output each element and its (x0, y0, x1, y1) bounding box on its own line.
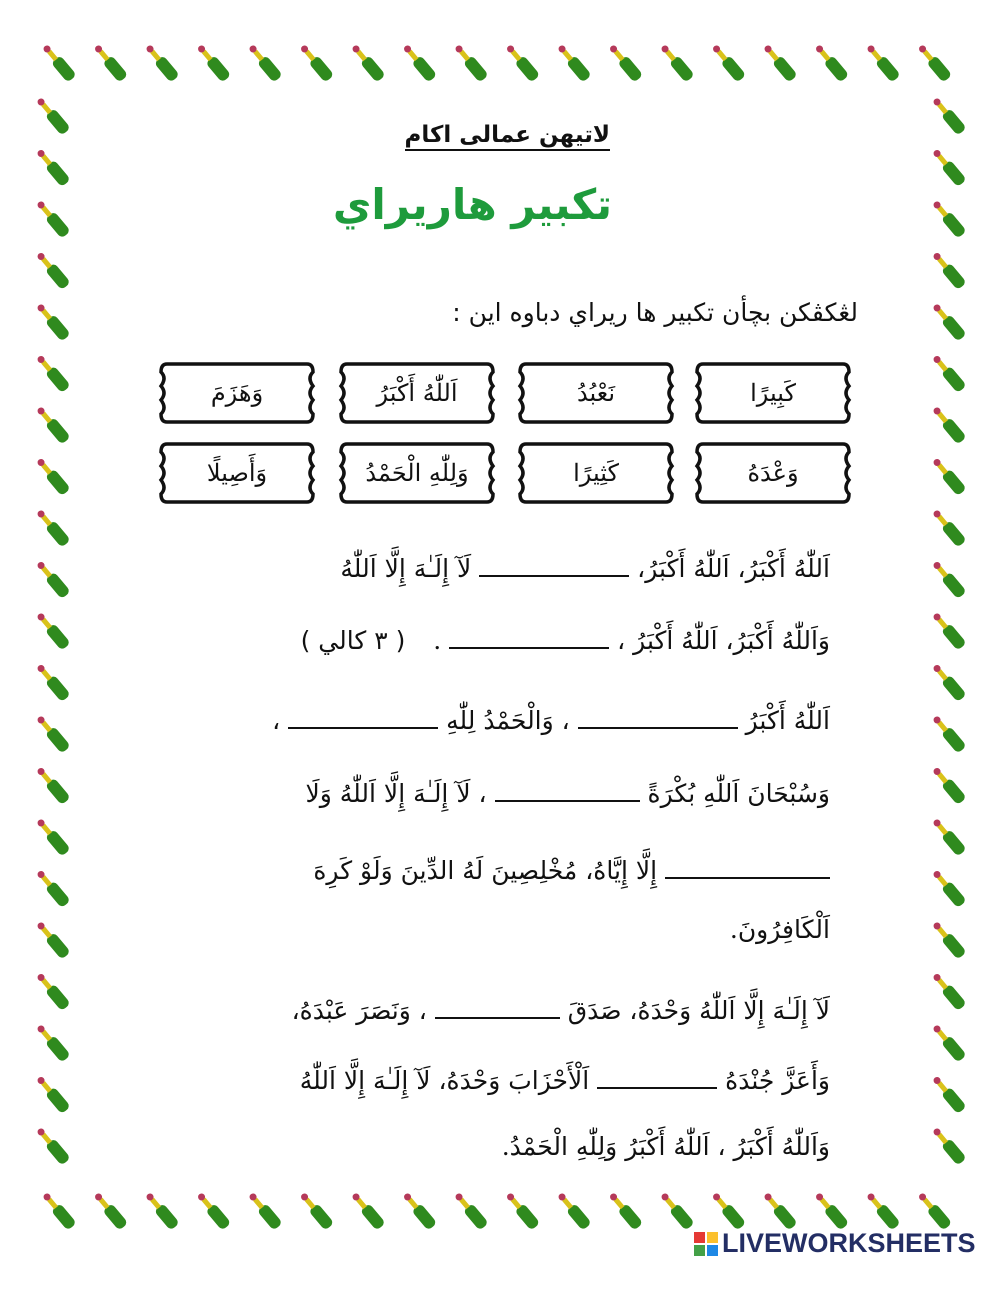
takbir-line (272, 702, 830, 735)
bottle-icon (401, 42, 438, 82)
takbir-line (300, 1062, 830, 1095)
bottle-icon (930, 95, 967, 135)
bottle-icon (930, 404, 967, 444)
bottle-icon (92, 42, 129, 82)
bottle-icon (34, 816, 71, 856)
answer-blank[interactable] (597, 1062, 717, 1089)
word-bank-label: وَهَزَمَ (210, 379, 264, 407)
bottle-icon (34, 404, 71, 444)
line-text: وَسُبْحَانَ اَللّٰهِ بُكْرَةً (647, 779, 830, 808)
bottle-icon (555, 1190, 592, 1230)
bottle-icon (761, 1190, 798, 1230)
bottle-icon (930, 919, 967, 959)
line-text: اَلْكَافِرُونَ. (729, 915, 830, 944)
bottle-icon (504, 42, 541, 82)
bottle-icon (930, 662, 967, 702)
bottle-icon (930, 507, 967, 547)
bottle-icon (195, 1190, 232, 1230)
line-text: ، وَالْحَمْدُ لِلّٰهِ (446, 706, 570, 735)
bottle-icon (34, 713, 71, 753)
bottle-icon (34, 610, 71, 650)
takbir-line (292, 992, 830, 1025)
line-text: اَللّٰهُ أَكْبَرُ، اَللّٰهُ أَكْبَرُ، (637, 554, 830, 583)
word-bank-item[interactable] (157, 438, 317, 508)
word-bank-label: وَأَصِيلًا (206, 459, 268, 487)
word-bank-item[interactable] (337, 358, 497, 428)
instruction-text: لڠکڤکن بچأن تکبير ها ريراي دباوه اين : (452, 298, 858, 327)
word-bank-item[interactable] (516, 358, 676, 428)
bottle-icon (864, 1190, 901, 1230)
takbir-line (730, 915, 830, 944)
takbir-line (305, 775, 830, 808)
word-bank-item[interactable] (516, 438, 676, 508)
bottle-icon (246, 42, 283, 82)
bottle-icon (34, 1125, 71, 1165)
takbir-line (502, 1132, 830, 1161)
bottle-icon (34, 95, 71, 135)
takbir-line (340, 550, 830, 583)
bottle-icon (930, 559, 967, 599)
word-bank-item[interactable] (693, 438, 853, 508)
line-text: لَآ إِلَـٰهَ إِلَّا اَللّٰهُ وَحْدَهُ، صَدَقَ (567, 996, 830, 1025)
answer-blank[interactable] (495, 775, 640, 802)
word-bank-label: كَثِيرًا (573, 459, 619, 487)
bottle-icon (401, 1190, 438, 1230)
takbir-line (301, 622, 830, 655)
worksheet-heading: لاتيهن عمالی اکام (405, 122, 610, 151)
worksheet-title: تکبير هاريراي (332, 180, 612, 229)
word-bank-label: وَلِلّٰهِ الْحَمْدُ (365, 459, 469, 487)
bottle-icon (34, 919, 71, 959)
bottle-icon (92, 1190, 129, 1230)
bottle-icon (930, 1074, 967, 1114)
bottle-icon (34, 507, 71, 547)
bottle-icon (34, 301, 71, 341)
bottle-icon (930, 816, 967, 856)
bottle-icon (930, 868, 967, 908)
line-text: وَاَللّٰهُ أَكْبَرُ، اَللّٰهُ أَكْبَرُ ، (617, 626, 830, 655)
word-bank-item[interactable] (693, 358, 853, 428)
repeat-note: ( ٣ كالي ) (300, 626, 406, 655)
bottle-icon (930, 301, 967, 341)
bottle-icon (761, 42, 798, 82)
word-bank-label: اَللّٰهُ أَكْبَرُ (376, 379, 458, 407)
bottle-icon (813, 42, 850, 82)
bottle-icon (813, 1190, 850, 1230)
word-bank-label: نَعْبُدُ (576, 379, 616, 407)
bottle-icon (34, 147, 71, 187)
bottle-icon (930, 198, 967, 238)
bottle-icon (930, 1022, 967, 1062)
bottle-icon (930, 971, 967, 1011)
bottle-icon (349, 1190, 386, 1230)
bottle-icon (930, 250, 967, 290)
bottle-icon (930, 765, 967, 805)
bottle-icon (607, 42, 644, 82)
bottle-icon (452, 42, 489, 82)
line-text: . (433, 626, 442, 655)
bottle-icon (34, 250, 71, 290)
bottle-icon (930, 610, 967, 650)
bottle-icon (143, 42, 180, 82)
answer-blank[interactable] (435, 992, 560, 1019)
word-bank-label: كَبِيرًا (750, 379, 796, 407)
word-bank (155, 358, 857, 510)
answer-blank[interactable] (288, 702, 438, 729)
bottle-icon (452, 1190, 489, 1230)
bottle-icon (349, 42, 386, 82)
bottle-icon (143, 1190, 180, 1230)
bottle-icon (930, 713, 967, 753)
bottle-icon (710, 42, 747, 82)
bottle-icon (504, 1190, 541, 1230)
answer-blank[interactable] (479, 550, 629, 577)
bottle-icon (195, 42, 232, 82)
line-text: اَللّٰهُ أَكْبَرُ (745, 706, 830, 735)
bottle-icon (916, 42, 953, 82)
bottle-icon (34, 765, 71, 805)
line-text: اَلْأَحْزَابَ وَحْدَهُ، لَآ إِلَـٰهَ إِلَّا اَللّٰهُ (299, 1066, 590, 1095)
bottle-icon (555, 42, 592, 82)
line-text: لَآ إِلَـٰهَ إِلَّا اَللّٰهُ (340, 554, 472, 583)
bottle-icon (930, 456, 967, 496)
line-text: وَاَللّٰهُ أَكْبَرُ ، اَللّٰهُ أَكْبَرُ وَلِلّٰهِ الْحَمْدُ. (501, 1132, 830, 1161)
bottle-icon (34, 662, 71, 702)
bottle-icon (34, 198, 71, 238)
bottle-icon (298, 42, 335, 82)
bottle-icon (34, 559, 71, 599)
line-text: ، (272, 706, 281, 735)
answer-blank[interactable] (449, 622, 609, 649)
bottle-icon (607, 1190, 644, 1230)
line-text: إِلَّا إِيَّاهُ، مُخْلِصِينَ لَهُ الدِّينَ وَلَوْ كَرِهَ (313, 856, 658, 885)
bottle-icon (930, 353, 967, 393)
takbir-line (313, 852, 830, 885)
bottle-icon (40, 42, 77, 82)
bottle-icon (864, 42, 901, 82)
bottle-icon (34, 971, 71, 1011)
bottle-icon (34, 353, 71, 393)
word-bank-item[interactable] (337, 438, 497, 508)
liveworksheets-logo-icon (694, 1232, 718, 1256)
bottle-icon (34, 868, 71, 908)
bottle-icon (246, 1190, 283, 1230)
word-bank-label: وَعْدَهُ (747, 459, 799, 487)
bottle-icon (658, 42, 695, 82)
watermark-text: LIVEWORKSHEETS (722, 1228, 976, 1258)
bottle-icon (298, 1190, 335, 1230)
answer-blank[interactable] (665, 852, 830, 879)
line-text: وَأَعَزَّ جُنْدَهُ (725, 1066, 830, 1095)
bottle-icon (930, 1125, 967, 1165)
bottle-icon (34, 456, 71, 496)
word-bank-item[interactable] (157, 358, 317, 428)
bottle-icon (34, 1022, 71, 1062)
bottle-icon (930, 147, 967, 187)
bottle-icon (710, 1190, 747, 1230)
line-text: ، لَآ إِلَـٰهَ إِلَّا اَللّٰهُ وَلَا (305, 779, 487, 808)
bottle-icon (34, 1074, 71, 1114)
bottle-icon (658, 1190, 695, 1230)
bottle-icon (40, 1190, 77, 1230)
line-text: ، وَنَصَرَ عَبْدَهُ، (291, 996, 427, 1025)
answer-blank[interactable] (578, 702, 738, 729)
bottle-icon (916, 1190, 953, 1230)
